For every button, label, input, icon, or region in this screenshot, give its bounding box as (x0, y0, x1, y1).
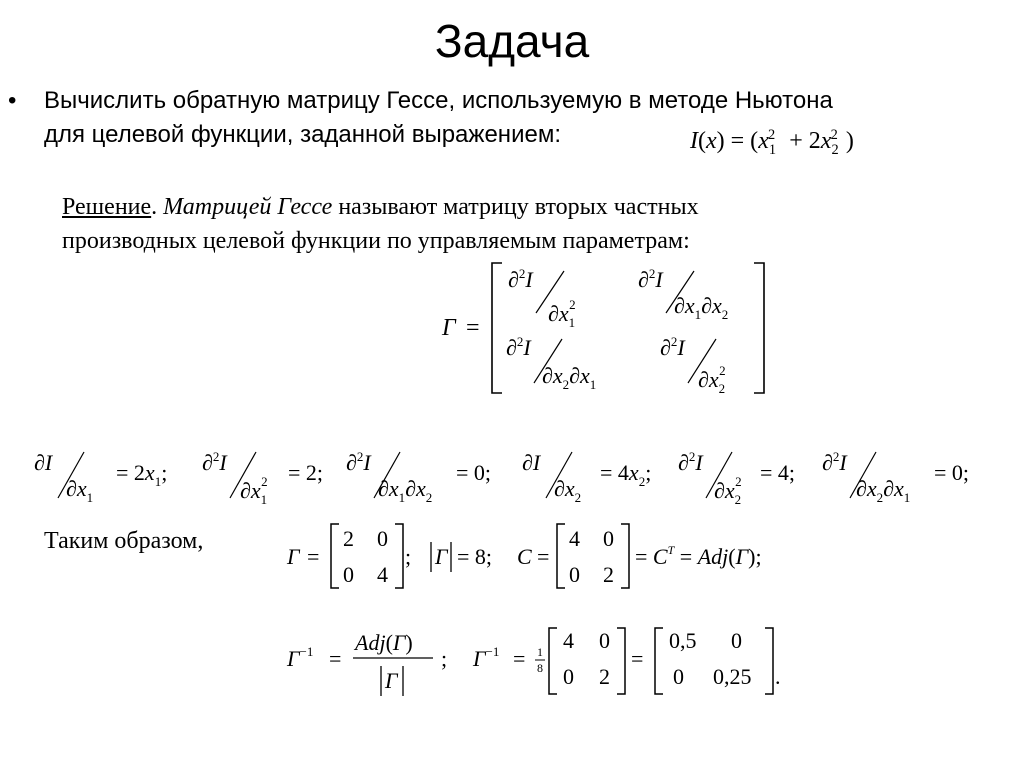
svg-text:Г: Г (442, 315, 456, 341)
derivative-5 (678, 449, 795, 507)
solution-line-2: производных целевой функции по управляемым параметрам: (62, 228, 690, 254)
c-21: 0 (569, 562, 580, 587)
partial-derivatives-row (30, 440, 1020, 510)
derivative-3 (346, 449, 491, 505)
svg-text:Г−1: $Г^{-1}$ (287, 644, 314, 671)
task-text-line-2: для целевой функции, заданной выражением: (44, 121, 561, 148)
gamma-12: 0 (377, 526, 388, 551)
svg-text:0,5: 0,5 (669, 628, 697, 653)
svg-text:Г: Г (435, 544, 448, 569)
svg-text:0,25: 0,25 (713, 664, 752, 689)
svg-text:=: = (329, 646, 342, 671)
derivative-6 (822, 449, 969, 505)
svg-text:∂x1∂x2: $\partial x_1\partial x_2$ (674, 293, 729, 322)
svg-text:0: 0 (673, 664, 684, 689)
svg-text:= 2;: = 2; (288, 460, 324, 485)
svg-text:8: 8 (537, 661, 543, 675)
hessian-symbolic-matrix (440, 255, 780, 400)
svg-text:Adj(Г): Adj(Г) (355, 630, 413, 655)
svg-text:∂x2∂x1: $\partial x_2\partial x_1$ (856, 476, 911, 505)
objective-function-formula: $I(x) = (x_1^2 + 2x_2^2$ ) (690, 127, 854, 158)
derivative-2 (202, 449, 323, 507)
svg-text:∂2I: ∂$^2$I (506, 334, 531, 360)
svg-text:=: = (466, 315, 480, 341)
task-text-line-1: Вычислить обратную матрицу Гессе, используемую в методе Ньютона (44, 87, 833, 114)
svg-text:Г: Г (385, 668, 398, 693)
conclusion-text: Таким образом, (44, 528, 204, 554)
svg-text:=: = (307, 544, 320, 569)
svg-text:∂x1∂x2: $\partial x_1\partial x_2$ (378, 476, 433, 505)
svg-text:∂I: ∂I (522, 450, 541, 475)
svg-text:= 4;: = 4; (760, 460, 796, 485)
solution-label: Решение (62, 194, 152, 220)
svg-text:∂x22: $\partial x_22$ (698, 363, 726, 396)
bullet-marker: • (8, 87, 17, 114)
inverse-hessian-row (285, 620, 805, 700)
svg-text:Г: Г (287, 544, 300, 569)
svg-text:;: ; (441, 646, 448, 671)
c-12: 0 (603, 526, 614, 551)
svg-text:∂2I: ∂$^2$I (638, 266, 663, 292)
svg-text:∂x22: $\partial x_22$ (714, 474, 742, 507)
svg-text:∂2I: ∂$^2$I (822, 449, 847, 475)
hessian-entry-22 (660, 334, 726, 396)
svg-text:∂2I: ∂$^2$I (346, 449, 371, 475)
svg-text:;: ; (405, 544, 412, 569)
svg-text:0: 0 (563, 664, 574, 689)
svg-text:∂2I: ∂$^2$I (660, 334, 685, 360)
hessian-entry-12 (638, 266, 728, 322)
svg-text:=: = (537, 544, 550, 569)
derivative-4 (522, 450, 651, 505)
svg-text:∂x2: $\partial x_2$ (554, 476, 582, 505)
svg-text:∂I: ∂I (34, 450, 53, 475)
numeric-hessian-row (285, 518, 805, 594)
svg-text:0: 0 (731, 628, 742, 653)
svg-text:.: . (775, 664, 781, 689)
svg-text:∂2I: ∂$^2$I (508, 266, 533, 292)
svg-text:4: 4 (563, 628, 574, 653)
svg-text:∂2I: ∂$^2$I (202, 449, 227, 475)
hessian-entry-21 (506, 334, 596, 392)
derivative-1 (34, 450, 167, 505)
c-22: 2 (603, 562, 614, 587)
hessian-term: Матрицей Гессе (163, 194, 333, 220)
svg-text:∂x2∂x1: $\partial x_2\partial x_1$ (542, 363, 597, 392)
svg-text:= CT = Adj(Г);: = $C^T = Adj(Г)$; (635, 543, 762, 569)
solution-line-1: Решение. Матрицей Гессе называют матрицу вторых частных (62, 194, 699, 220)
gamma-11: 2 (343, 526, 354, 551)
gamma-22: 4 (377, 562, 388, 587)
svg-text:Г−1: $Г^{-1}$ (473, 644, 500, 671)
svg-text:∂x12: $\partial x_12$ (548, 297, 576, 330)
svg-text:1: 1 (537, 645, 543, 659)
svg-text:2: 2 (599, 664, 610, 689)
svg-text:= 8;: = 8; (457, 544, 493, 569)
svg-text:= 4x2;: = $4x_2$; (600, 460, 652, 489)
svg-text:∂2I: ∂$^2$I (678, 449, 703, 475)
svg-text:=: = (631, 646, 644, 671)
c-11: 4 (569, 526, 580, 551)
svg-text:∂x12: $\partial x_12$ (240, 474, 268, 507)
svg-text:= 0;: = 0; (456, 460, 492, 485)
gamma-21: 0 (343, 562, 354, 587)
svg-text:= 2x1;: = $2x_1$; (116, 460, 168, 489)
slide-title: Задача (434, 15, 590, 67)
svg-text:= 0;: = 0; (934, 460, 970, 485)
svg-text:0: 0 (599, 628, 610, 653)
hessian-entry-11 (508, 266, 576, 330)
svg-text:=: = (513, 646, 526, 671)
svg-text:C: C (517, 544, 532, 569)
svg-text:∂x1: $\partial x_1$ (66, 476, 94, 505)
